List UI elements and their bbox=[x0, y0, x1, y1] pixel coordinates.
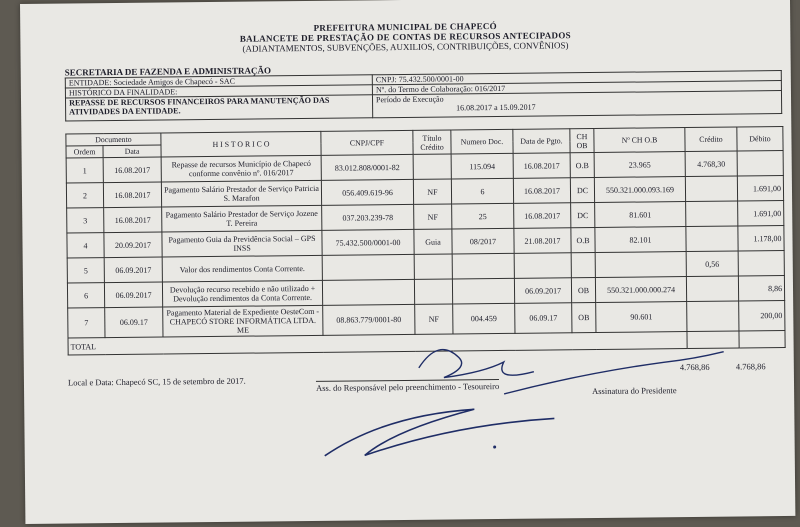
cell-debito bbox=[737, 151, 783, 176]
cell-ch: DC bbox=[571, 202, 595, 227]
cell-credito: 0,56 bbox=[686, 251, 738, 277]
cell-cnpj: 056.409.619-96 bbox=[321, 179, 413, 205]
cell-ordem: 5 bbox=[67, 258, 104, 283]
cell-data-pgto: 21.08.2017 bbox=[514, 228, 571, 254]
cell-nch bbox=[595, 252, 686, 278]
th-data: Data bbox=[103, 145, 161, 158]
table-body bbox=[66, 151, 785, 338]
th-nch: Nº CH O.B bbox=[594, 128, 685, 153]
cell-numero bbox=[452, 278, 514, 304]
signature-dot bbox=[493, 446, 496, 449]
cell-credito bbox=[686, 276, 738, 302]
header-line-2: BALANCETE DE PRESTAÇÃO DE CONTAS DE RECURSOS ANTECIPADOS bbox=[239, 30, 571, 44]
cell-numero bbox=[452, 253, 514, 279]
signature-scribble-3 bbox=[324, 408, 554, 455]
cell-data: 16.08.2017 bbox=[103, 157, 161, 183]
cell-credito bbox=[687, 301, 739, 332]
header-line-1: PREFEITURA MUNICIPAL DE CHAPECÓ bbox=[313, 21, 498, 33]
entidade-cell: ENTIDADE: Sociedade Amigos de Chapecó - SAC bbox=[65, 75, 372, 88]
cell-titulo bbox=[413, 154, 451, 179]
th-ordem: Ordem bbox=[66, 146, 103, 158]
document-page bbox=[20, 0, 795, 524]
cell-nch: 90.601 bbox=[596, 302, 687, 333]
cell-debito: 8,86 bbox=[738, 276, 784, 301]
cell-cnpj: 83.012.808/0001-82 bbox=[321, 154, 413, 180]
th-numero: Numero Doc. bbox=[451, 129, 513, 154]
cell-nch: 550.321.000.093.169 bbox=[594, 177, 685, 203]
cell-titulo bbox=[414, 254, 452, 279]
cell-numero: 6 bbox=[451, 178, 513, 204]
cell-credito: 4.768,30 bbox=[685, 151, 737, 177]
cell-nch: 550.321.000.000.274 bbox=[595, 277, 686, 303]
cell-historico: Valor dos rendimentos Conta Corrente. bbox=[162, 255, 322, 282]
cell-data-pgto: 16.08.2017 bbox=[514, 203, 571, 229]
cell-nch: 82.101 bbox=[595, 227, 686, 253]
cell-historico: Repasse de recursos Município de Chapecó conforme convênio nº. 016/2017 bbox=[161, 155, 321, 182]
cell-credito bbox=[686, 226, 738, 252]
cell-titulo bbox=[414, 279, 452, 304]
total-label: TOTAL bbox=[68, 332, 687, 355]
cell-numero: 25 bbox=[452, 203, 514, 229]
termo-cell: Nº. do Termo de Colaboração: 016/2017 bbox=[372, 81, 781, 95]
cell-debito: 1.691,00 bbox=[737, 176, 783, 201]
signature-scribble-1 bbox=[419, 349, 534, 378]
cell-nch: 81.601 bbox=[595, 202, 686, 228]
cell-debito: 1.691,00 bbox=[738, 201, 784, 226]
periodo-cell bbox=[372, 91, 781, 118]
cell-cnpj: 08.863.779/0001-80 bbox=[323, 304, 415, 335]
cell-titulo: NF bbox=[414, 204, 452, 229]
signature-responsavel-label: Ass. do Responsável pelo preenchimento - Tesoureiro bbox=[315, 381, 500, 393]
cell-cnpj: 037.203.239-78 bbox=[322, 204, 414, 230]
cell-debito: 200,00 bbox=[739, 301, 785, 331]
th-ch-ob: CH OB bbox=[570, 128, 594, 152]
cell-ordem: 1 bbox=[66, 158, 103, 183]
cell-numero: 08/2017 bbox=[452, 228, 514, 254]
cell-ch bbox=[571, 252, 595, 277]
cell-cnpj bbox=[322, 279, 414, 305]
cell-historico: Pagamento Salário Prestador de Serviço Jozene T. Pereira bbox=[162, 205, 322, 232]
cell-historico: Pagamento Guia da Previdência Social – GPS INSS bbox=[162, 230, 322, 257]
cell-ordem: 7 bbox=[68, 308, 105, 338]
cell-credito bbox=[686, 201, 738, 227]
cell-ch: O.B bbox=[570, 152, 594, 177]
cnpj-cell: CNPJ: 75.432.500/0001-00 bbox=[372, 71, 781, 85]
historico-finalidade-cell: HISTÓRICO DA FINALIDADE: bbox=[65, 85, 372, 98]
total-credito: 4.768,86 bbox=[679, 361, 710, 373]
cell-ordem: 4 bbox=[67, 233, 104, 258]
cell-data-pgto: 16.08.2017 bbox=[513, 178, 570, 204]
th-historico: H I S T O R I C O bbox=[161, 131, 321, 157]
cell-numero: 004.459 bbox=[453, 303, 515, 334]
th-cnpj: CNPJ/CPF bbox=[321, 130, 413, 155]
document-header bbox=[20, 18, 790, 56]
cell-nch: 23.965 bbox=[594, 152, 685, 178]
header-line-3: (ADIANTAMENTOS, SUBVENÇÕES, AUXILIOS, CONTRIBUIÇÕES, CONVÊNIOS) bbox=[242, 40, 569, 54]
cell-ch: O.B bbox=[571, 227, 595, 252]
cell-debito: 1.178,00 bbox=[738, 226, 784, 251]
cell-data-pgto: 16.08.2017 bbox=[513, 153, 570, 179]
cell-data-pgto bbox=[514, 253, 571, 279]
cell-data: 16.08.2017 bbox=[103, 182, 161, 208]
periodo-label: Período de Execução bbox=[375, 94, 444, 105]
section-title: SECRETARIA DE FAZENDA E ADMINISTRAÇÃO bbox=[64, 65, 271, 78]
cell-cnpj: 75.432.500/0001-00 bbox=[322, 229, 414, 255]
accounts-table bbox=[65, 126, 785, 356]
cell-historico: Pagamento Salário Prestador de Serviço Patricia S. Marafon bbox=[161, 180, 321, 207]
total-debito-cell bbox=[739, 331, 785, 348]
cell-data: 06.09.17 bbox=[105, 307, 163, 338]
total-credito-cell bbox=[687, 331, 739, 349]
cell-ch: OB bbox=[571, 277, 595, 302]
cell-data-pgto: 06.09.2017 bbox=[514, 278, 571, 304]
cell-credito bbox=[685, 176, 737, 202]
cell-cnpj bbox=[322, 254, 414, 280]
th-data-pgto: Data de Pgto. bbox=[513, 129, 570, 154]
cell-ch: DC bbox=[570, 177, 594, 202]
cell-data: 06.09.2017 bbox=[104, 257, 162, 283]
cell-debito bbox=[738, 251, 784, 276]
th-titulo: Título Crédito bbox=[413, 130, 451, 154]
th-credito: Crédito bbox=[685, 127, 737, 152]
finalidade-cell: REPASSE DE RECURSOS FINANCEIROS PARA MANUTENÇÃO DAS ATIVIDADES DA ENTIDADE. bbox=[65, 95, 372, 121]
th-debito: Débito bbox=[737, 127, 783, 151]
cell-titulo: NF bbox=[413, 179, 451, 204]
cell-ordem: 2 bbox=[66, 183, 103, 208]
cell-historico: Pagamento Material de Expediente OesteCom - CHAPECÓ STORE INFORMÁTICA LTDA. ME bbox=[163, 305, 323, 337]
cell-ch: OB bbox=[572, 302, 596, 332]
cell-numero: 115.094 bbox=[451, 153, 513, 179]
total-debito: 4.768,86 bbox=[735, 361, 766, 372]
cell-data: 06.09.2017 bbox=[104, 282, 162, 308]
local-data: Local e Data: Chapecó SC, 15 de setembro de 2017. bbox=[67, 375, 246, 388]
cell-titulo: Guia bbox=[414, 229, 452, 254]
periodo-value: 16.08.2017 a 15.09.2017 bbox=[456, 102, 536, 113]
th-documento: Documento bbox=[66, 133, 161, 146]
cell-data: 20.09.2017 bbox=[104, 232, 162, 258]
cell-historico: Devolução recurso recebido e não utilizado + Devolução rendimentos da Conta Corrente. bbox=[162, 280, 322, 307]
cell-data-pgto: 06.09.17 bbox=[515, 303, 572, 334]
signature-presidente-label: Assinatura do Presidente bbox=[592, 385, 677, 397]
cell-titulo: NF bbox=[415, 304, 453, 334]
cell-ordem: 3 bbox=[67, 208, 104, 233]
info-table bbox=[65, 70, 782, 122]
cell-data: 16.08.2017 bbox=[104, 207, 162, 233]
cell-ordem: 6 bbox=[67, 283, 104, 308]
